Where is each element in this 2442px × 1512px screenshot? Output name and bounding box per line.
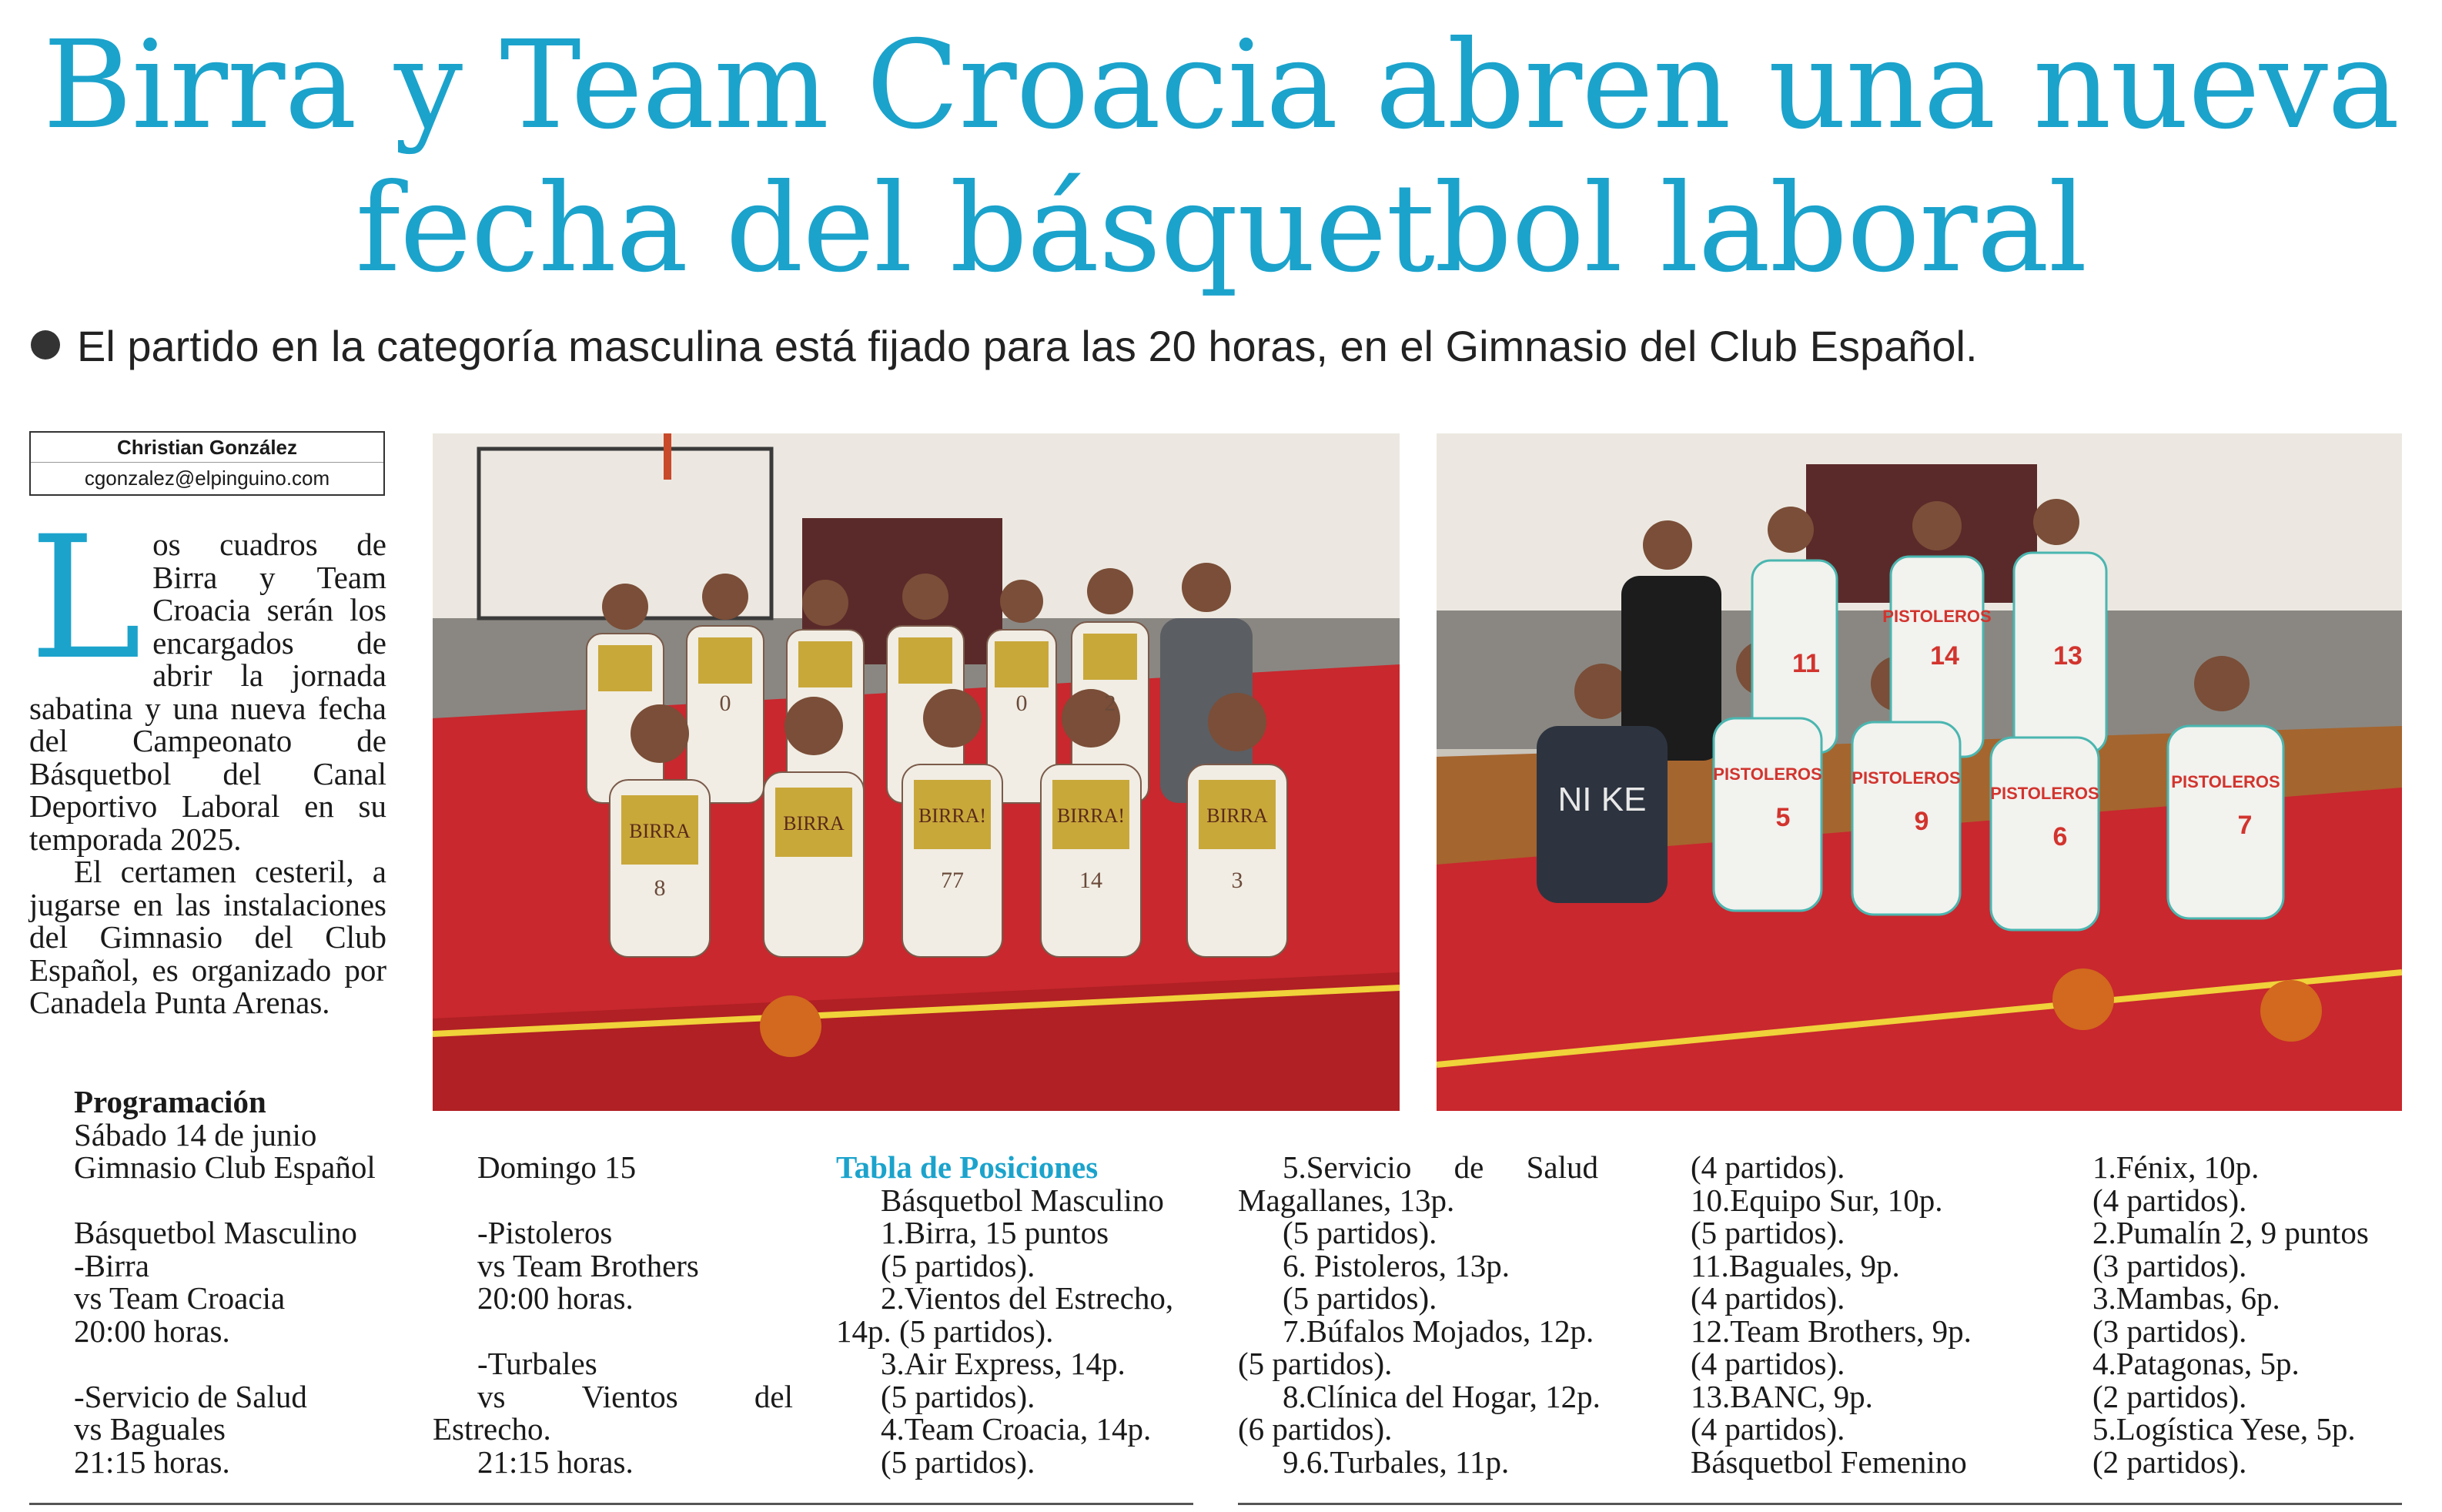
standings-line: (5 partidos). xyxy=(1283,1280,1437,1316)
standings-column-1 xyxy=(836,1151,1198,1478)
photo-birra-team xyxy=(433,433,1400,1111)
intro-paragraph-2: El certamen cesteril, a jugarse en las instalaciones del Gimnasio del Club Español, es organizado por Canadela Punta Arenas. xyxy=(29,854,386,1020)
schedule-line xyxy=(29,1184,391,1217)
standings-line: 4.Patagonas, 5p. xyxy=(2092,1346,2300,1381)
photo-pistoleros-team xyxy=(1437,433,2402,1111)
schedule-line: 21:15 horas. xyxy=(477,1443,634,1480)
jersey-number: 14 xyxy=(1930,641,1959,671)
jersey-label: PISTOLEROS xyxy=(1882,607,1992,626)
jersey-number: 11 xyxy=(1792,649,1820,678)
word: 5.Servicio xyxy=(1283,1149,1412,1185)
schedule-line: 21:15 horas. xyxy=(74,1443,230,1480)
schedule-line: Estrecho. xyxy=(433,1411,551,1447)
schedule-line: Domingo 15 xyxy=(477,1149,637,1185)
subheadline-text: El partido en la categoría masculina está fijado para las 20 horas, en el Gimnasio del Club Español. xyxy=(77,322,1978,370)
jersey-number: 14 xyxy=(1079,868,1102,893)
intro-paragraph-1: os cuadros de Birra y Team Croacia serán los encargados de abrir la jornada sabatina y una nueva fecha del Campeonato de Básquetbol del Canal Deportivo Laboral en su temporada 2025. xyxy=(29,527,386,857)
standings-line-justified xyxy=(1238,1151,1598,1184)
birra-team-illustration xyxy=(433,433,1400,1111)
jersey-number: 8 xyxy=(654,875,666,901)
jersey-label: BIRRA! xyxy=(1056,805,1126,827)
standings-line: 9.6.Turbales, 11p. xyxy=(1283,1443,1510,1480)
standings-line: (5 partidos). xyxy=(881,1443,1035,1480)
word: vs xyxy=(477,1378,506,1414)
schedule-saturday xyxy=(29,1085,391,1478)
standings-line: 14p. (5 partidos). xyxy=(836,1313,1054,1349)
standings-line: (5 partidos). xyxy=(881,1378,1035,1414)
schedule-sunday xyxy=(433,1151,793,1478)
word: del xyxy=(754,1378,793,1414)
jersey-label: PISTOLEROS xyxy=(1852,768,1961,788)
schedule-line: Sábado 14 de junio xyxy=(74,1116,317,1152)
standings-line: Básquetbol Femenino xyxy=(1691,1443,1967,1480)
schedule-line xyxy=(29,1347,391,1380)
pistoleros-team-illustration xyxy=(1437,433,2402,1111)
jersey-number: 77 xyxy=(941,868,964,893)
standings-line: (4 partidos). xyxy=(1691,1149,1845,1185)
standings-line: 3.Mambas, 6p. xyxy=(2092,1280,2280,1316)
drop-cap: L xyxy=(29,500,142,697)
jersey-number: 7 xyxy=(2237,811,2253,840)
standings-line: 4.Team Croacia, 14p. xyxy=(881,1411,1152,1447)
jersey-number: 0 xyxy=(719,691,731,716)
bottom-divider xyxy=(29,1503,1193,1505)
standings-column-4 xyxy=(2092,1151,2416,1478)
standings-line: (5 partidos). xyxy=(1238,1346,1393,1381)
byline-box xyxy=(29,431,385,496)
schedule-line: -Servicio de Salud xyxy=(74,1378,307,1414)
jersey-label: BIRRA xyxy=(1206,805,1268,827)
standings-line: (5 partidos). xyxy=(1283,1215,1437,1250)
standings-column-2 xyxy=(1238,1149,1601,1480)
standings-line: Básquetbol Masculino xyxy=(881,1182,1164,1218)
schedule-line: -Birra xyxy=(74,1247,149,1283)
schedule-line: vs Baguales xyxy=(74,1411,226,1447)
jersey-label: PISTOLEROS xyxy=(1713,764,1822,784)
schedule-line: vs Team Croacia xyxy=(74,1280,286,1316)
standings-line: (2 partidos). xyxy=(2092,1443,2247,1480)
schedule-title: Programación xyxy=(74,1084,266,1119)
schedule-line xyxy=(433,1184,793,1217)
standings-line: 7.Búfalos Mojados, 12p. xyxy=(1283,1313,1594,1349)
jersey-label: PISTOLEROS xyxy=(1990,784,2099,803)
jersey-number: 13 xyxy=(2053,641,2082,671)
schedule-line: Gimnasio Club Español xyxy=(74,1149,376,1185)
standings-line: (3 partidos). xyxy=(2092,1247,2247,1283)
headline-line-1: Birra y Team Croacia abren una nueva xyxy=(42,15,2400,156)
standings-line: Magallanes, 13p. xyxy=(1238,1182,1455,1218)
standings-line: 12.Team Brothers, 9p. xyxy=(1691,1313,1972,1349)
standings-line: (4 partidos). xyxy=(1691,1411,1845,1447)
bottom-divider xyxy=(1238,1503,2402,1505)
basketball-icon xyxy=(2052,968,2114,1030)
jersey-number: 2 xyxy=(1104,691,1116,716)
schedule-line-justified xyxy=(433,1380,793,1413)
jersey-label: BIRRA! xyxy=(918,805,987,827)
standings-line: 10.Equipo Sur, 10p. xyxy=(1691,1182,1943,1218)
standings-line: (6 partidos). xyxy=(1238,1411,1393,1447)
subheadline xyxy=(31,316,2417,377)
schedule-line: vs Team Brothers xyxy=(477,1247,699,1283)
word: Vientos xyxy=(581,1378,678,1414)
jersey-number: 6 xyxy=(2052,822,2068,851)
standings-line: 3.Air Express, 14p. xyxy=(881,1346,1126,1381)
bullet-icon xyxy=(31,330,60,360)
standings-line: 11.Baguales, 9p. xyxy=(1691,1247,1900,1283)
basketball-icon xyxy=(760,995,821,1057)
standings-line: (3 partidos). xyxy=(2092,1313,2247,1349)
jersey-label: BIRRA xyxy=(629,820,691,842)
standings-line: (4 partidos). xyxy=(2092,1182,2247,1218)
standings-line: 2.Pumalín 2, 9 puntos xyxy=(2092,1215,2369,1250)
standings-line: 8.Clínica del Hogar, 12p. xyxy=(1283,1378,1601,1414)
standings-line: 13.BANC, 9p. xyxy=(1691,1378,1873,1414)
schedule-line: -Turbales xyxy=(477,1346,597,1381)
jersey-number: 3 xyxy=(1231,868,1243,893)
jersey-number: 9 xyxy=(1914,807,1929,836)
standings-line: (5 partidos). xyxy=(1691,1215,1845,1250)
schedule-line: 20:00 horas. xyxy=(477,1280,634,1316)
shirt-print: NI KE xyxy=(1557,781,1647,818)
jersey-label: BIRRA xyxy=(783,812,845,835)
byline-email: cgonzalez@elpinguino.com xyxy=(84,467,330,490)
headline-line-2: fecha del básquetbol laboral xyxy=(355,158,2087,299)
standings-line: (2 partidos). xyxy=(2092,1378,2247,1414)
standings-line: 6. Pistoleros, 13p. xyxy=(1283,1247,1510,1283)
jersey-number: 5 xyxy=(1775,803,1791,832)
standings-line: (4 partidos). xyxy=(1691,1280,1845,1316)
standings-title: Tabla de Posiciones xyxy=(836,1149,1099,1185)
jersey-number: 0 xyxy=(1015,691,1028,716)
standings-line: 5.Logística Yese, 5p. xyxy=(2092,1411,2356,1447)
word: Salud xyxy=(1526,1149,1598,1185)
article-intro xyxy=(29,500,386,1020)
standings-line: 2.Vientos del Estrecho, xyxy=(881,1280,1174,1316)
word: de xyxy=(1453,1149,1484,1185)
standings-line: 1.Birra, 15 puntos xyxy=(881,1215,1109,1250)
schedule-line xyxy=(433,1315,793,1348)
schedule-line: Básquetbol Masculino xyxy=(74,1215,357,1250)
standings-line: (4 partidos). xyxy=(1691,1346,1845,1381)
basketball-icon xyxy=(2260,980,2322,1042)
headline xyxy=(0,14,2442,300)
schedule-line: -Pistoleros xyxy=(477,1215,613,1250)
schedule-line: 20:00 horas. xyxy=(74,1313,230,1349)
standings-line: 1.Fénix, 10p. xyxy=(2092,1149,2260,1185)
jersey-label: PISTOLEROS xyxy=(2171,772,2280,791)
byline-name: Christian González xyxy=(31,433,383,463)
standings-line: (5 partidos). xyxy=(881,1247,1035,1283)
standings-column-3 xyxy=(1691,1151,2052,1478)
